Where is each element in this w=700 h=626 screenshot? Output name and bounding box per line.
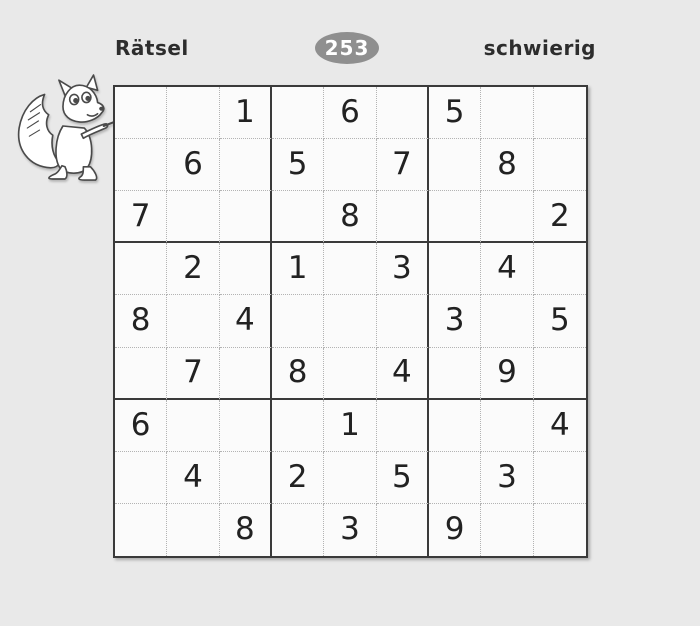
sudoku-cell-given: 8: [481, 139, 533, 191]
sudoku-cell-given: 1: [220, 87, 272, 139]
sudoku-cell-empty[interactable]: [167, 87, 219, 139]
sudoku-cell-given: 5: [272, 139, 324, 191]
sudoku-cell-empty[interactable]: [481, 400, 533, 452]
puzzle-number: 253: [324, 36, 370, 60]
sudoku-cell-empty[interactable]: [272, 504, 324, 556]
sudoku-cell-given: 3: [324, 504, 376, 556]
sudoku-cell-given: 2: [272, 452, 324, 504]
sudoku-cell-given: 2: [534, 191, 586, 243]
sudoku-cell-empty[interactable]: [534, 243, 586, 295]
sudoku-cell-given: 7: [167, 348, 219, 400]
sudoku-cell-given: 9: [481, 348, 533, 400]
sudoku-cell-given: 4: [167, 452, 219, 504]
puzzle-number-badge: [315, 32, 379, 64]
sudoku-cell-empty[interactable]: [377, 87, 429, 139]
sudoku-cell-empty[interactable]: [429, 139, 481, 191]
sudoku-cell-empty[interactable]: [324, 243, 376, 295]
sudoku-cell-empty[interactable]: [534, 452, 586, 504]
sudoku-cell-empty[interactable]: [115, 243, 167, 295]
sudoku-cell-empty[interactable]: [429, 191, 481, 243]
sudoku-cell-empty[interactable]: [377, 191, 429, 243]
sudoku-cell-empty[interactable]: [115, 348, 167, 400]
sudoku-cell-given: 5: [534, 295, 586, 347]
sudoku-cell-empty[interactable]: [220, 191, 272, 243]
sudoku-cell-empty[interactable]: [115, 452, 167, 504]
sudoku-cell-empty[interactable]: [377, 295, 429, 347]
squirrel-mascot-icon: [12, 68, 118, 184]
sudoku-cell-given: 4: [377, 348, 429, 400]
sudoku-cell-empty[interactable]: [167, 504, 219, 556]
sudoku-cell-empty[interactable]: [115, 504, 167, 556]
sudoku-cell-given: 8: [272, 348, 324, 400]
sudoku-cell-given: 4: [534, 400, 586, 452]
sudoku-cell-empty[interactable]: [272, 191, 324, 243]
sudoku-cell-empty[interactable]: [272, 87, 324, 139]
sudoku-cell-empty[interactable]: [481, 191, 533, 243]
sudoku-grid: [113, 85, 588, 558]
sudoku-cell-empty[interactable]: [429, 400, 481, 452]
sudoku-cell-empty[interactable]: [220, 243, 272, 295]
difficulty-label: schwierig: [483, 36, 596, 60]
sudoku-cell-empty[interactable]: [167, 295, 219, 347]
sudoku-cell-given: 6: [167, 139, 219, 191]
sudoku-cell-empty[interactable]: [272, 295, 324, 347]
sudoku-cell-given: 1: [272, 243, 324, 295]
sudoku-cell-empty[interactable]: [167, 191, 219, 243]
sudoku-cell-given: 3: [377, 243, 429, 295]
sudoku-cell-empty[interactable]: [534, 504, 586, 556]
sudoku-cell-given: 5: [429, 87, 481, 139]
sudoku-cell-empty[interactable]: [115, 87, 167, 139]
sudoku-cell-empty[interactable]: [324, 452, 376, 504]
sudoku-cell-empty[interactable]: [534, 348, 586, 400]
sudoku-cell-empty[interactable]: [481, 87, 533, 139]
sudoku-cell-given: 7: [115, 191, 167, 243]
sudoku-cell-empty[interactable]: [481, 504, 533, 556]
sudoku-cell-given: 6: [324, 87, 376, 139]
sudoku-cell-given: 1: [324, 400, 376, 452]
sudoku-cell-given: 9: [429, 504, 481, 556]
sudoku-cell-given: 8: [115, 295, 167, 347]
sudoku-cell-empty[interactable]: [429, 452, 481, 504]
sudoku-cell-given: 8: [324, 191, 376, 243]
sudoku-cell-empty[interactable]: [220, 400, 272, 452]
sudoku-cell-empty[interactable]: [220, 139, 272, 191]
sudoku-cell-given: 6: [115, 400, 167, 452]
sudoku-cell-given: 3: [429, 295, 481, 347]
sudoku-cell-empty[interactable]: [272, 400, 324, 452]
sudoku-cell-empty[interactable]: [324, 348, 376, 400]
sudoku-cell-empty[interactable]: [429, 243, 481, 295]
sudoku-cell-empty[interactable]: [324, 139, 376, 191]
sudoku-cell-empty[interactable]: [115, 139, 167, 191]
sudoku-cell-given: 2: [167, 243, 219, 295]
sudoku-cell-empty[interactable]: [220, 452, 272, 504]
sudoku-cell-empty[interactable]: [324, 295, 376, 347]
sudoku-cell-empty[interactable]: [377, 504, 429, 556]
sudoku-cell-given: 4: [481, 243, 533, 295]
sudoku-cell-given: 5: [377, 452, 429, 504]
sudoku-cell-empty[interactable]: [167, 400, 219, 452]
sudoku-cell-given: 8: [220, 504, 272, 556]
sudoku-cell-empty[interactable]: [429, 348, 481, 400]
sudoku-cell-empty[interactable]: [481, 295, 533, 347]
sudoku-cell-empty[interactable]: [220, 348, 272, 400]
sudoku-cell-empty[interactable]: [534, 87, 586, 139]
sudoku-cell-empty[interactable]: [377, 400, 429, 452]
sudoku-cell-given: 3: [481, 452, 533, 504]
sudoku-cell-empty[interactable]: [534, 139, 586, 191]
sudoku-cell-given: 4: [220, 295, 272, 347]
puzzle-label: Rätsel: [115, 36, 189, 60]
sudoku-cell-given: 7: [377, 139, 429, 191]
